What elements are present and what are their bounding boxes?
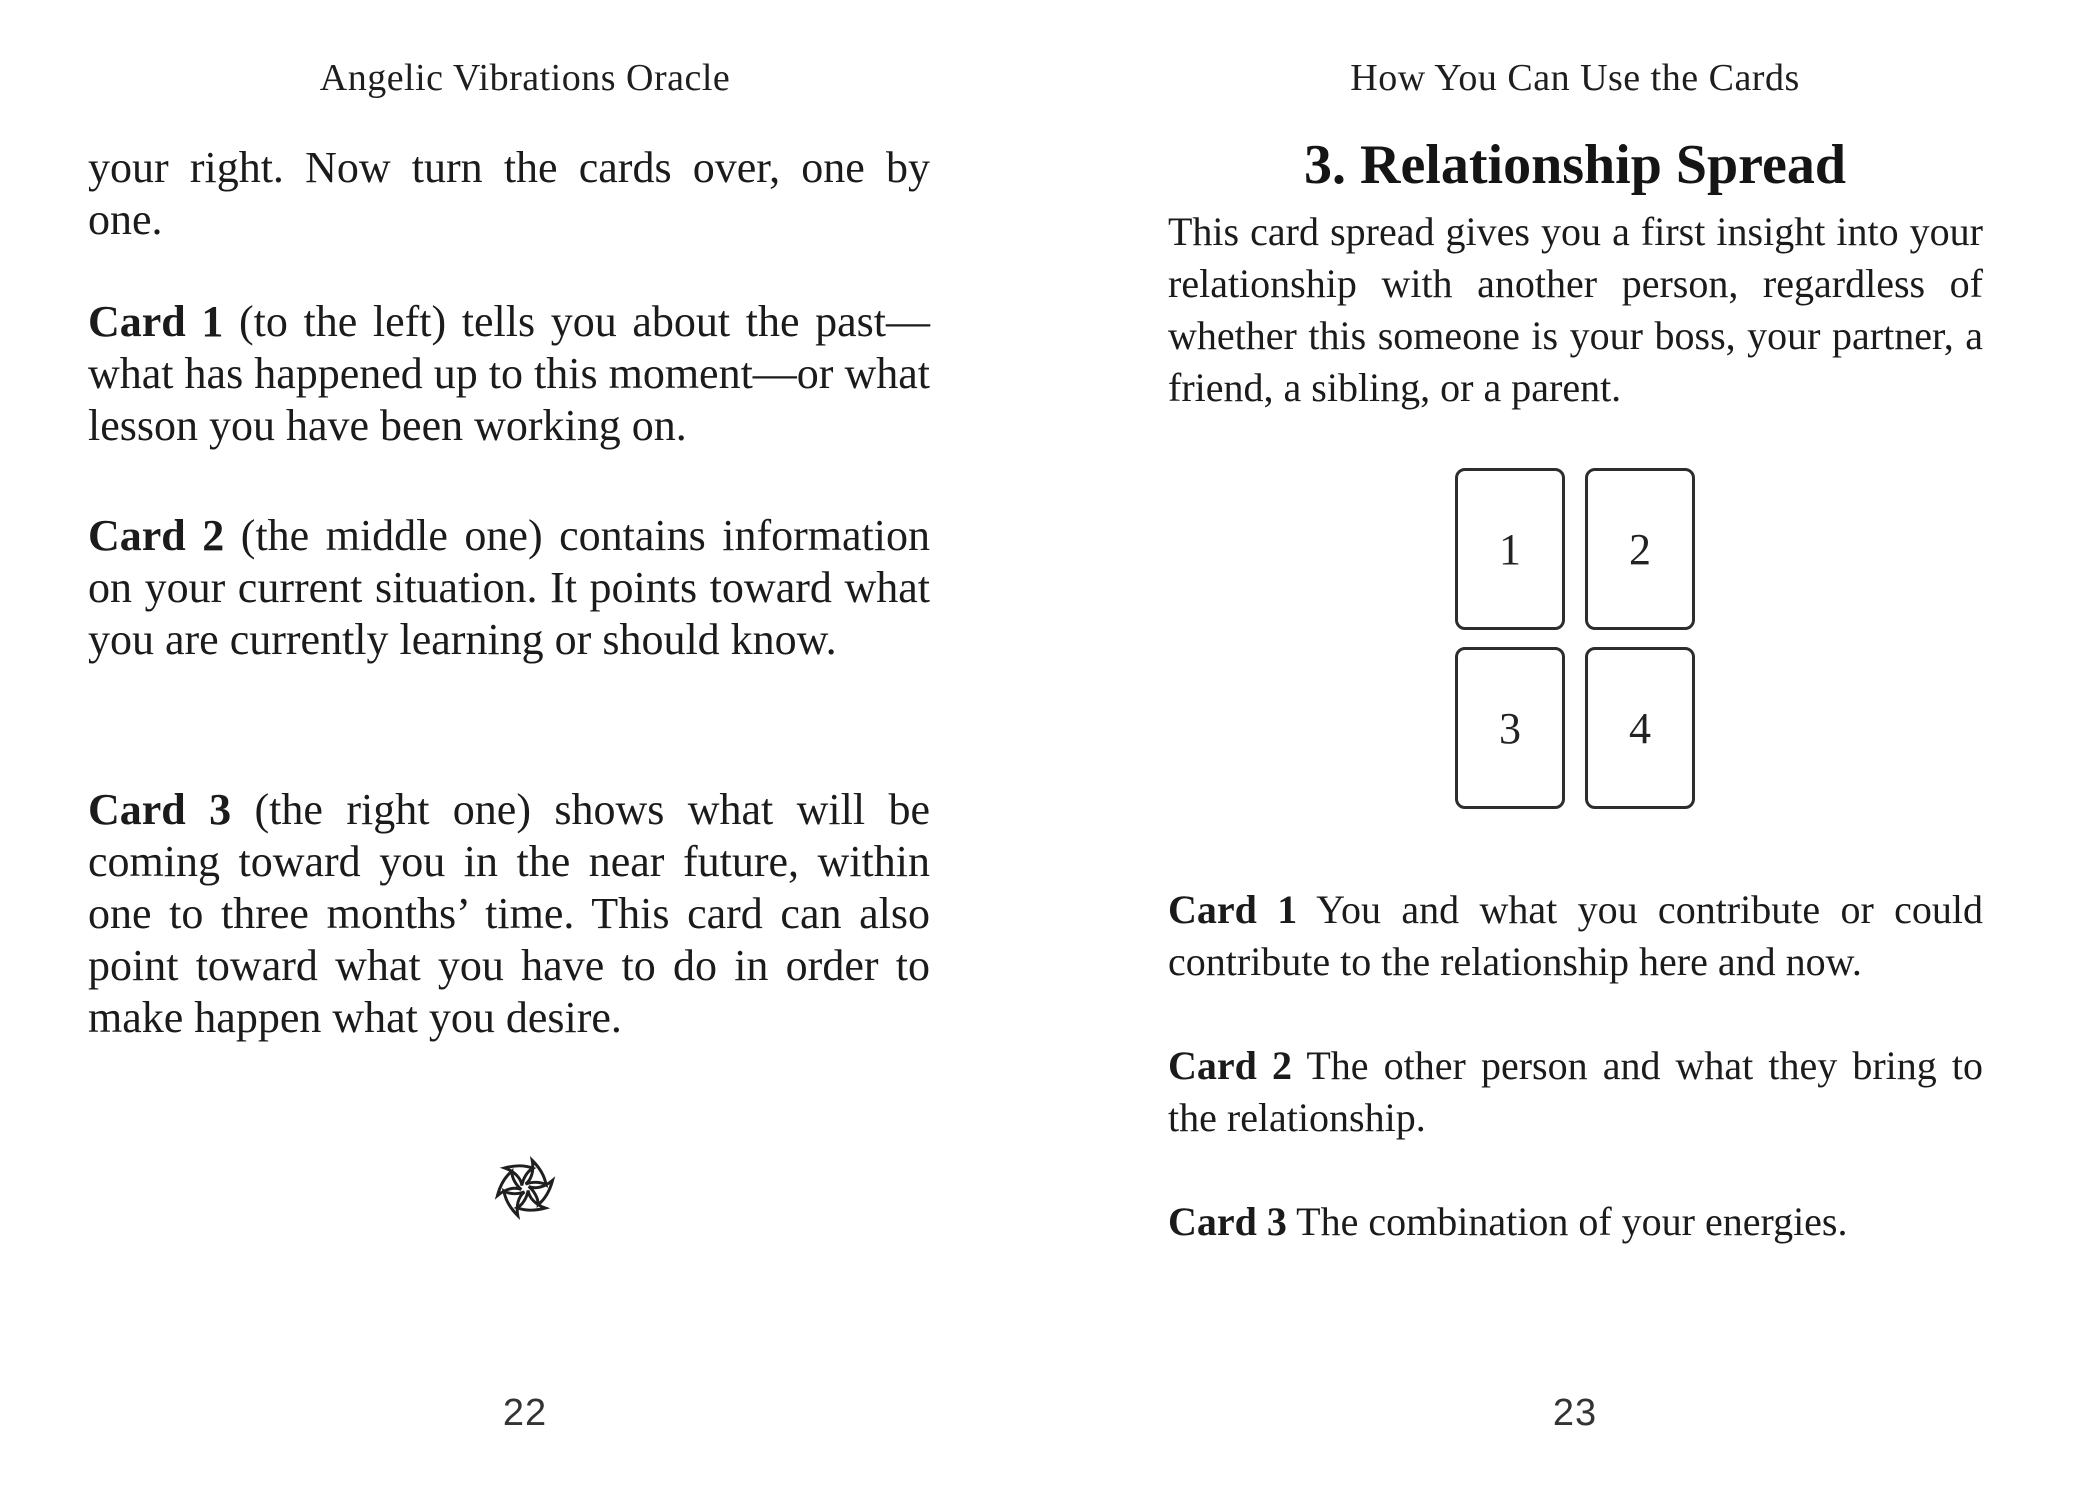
card-1-text: (to the left) tells you about the past—what has happened up to this moment—or what lesson you have been working on.	[88, 297, 931, 450]
paragraph-card-1-meaning	[88, 296, 930, 452]
meaning-card-3-text: The combination of your energies.	[1286, 1199, 1848, 1244]
meaning-card-3	[1168, 1196, 1983, 1248]
spread-card-1-number: 1	[1499, 524, 1521, 574]
meaning-card-1-text: You and what you contribute or could contribute to the relationship here and now.	[1168, 887, 1983, 984]
spread-card-1	[1455, 468, 1565, 630]
paragraph-card-3-meaning	[88, 784, 930, 1044]
spread-intro-paragraph	[1168, 206, 1983, 414]
spread-intro-text: This card spread gives you a first insight into your relationship with another person, regardless of whether this someone is your boss, your partner, a friend, a sibling, or a parent.	[1168, 209, 1983, 410]
meaning-card-2-text: The other person and what they bring to the relationship.	[1168, 1043, 1984, 1140]
pinwheel-flower-icon	[492, 1150, 558, 1231]
right-page	[1050, 0, 2100, 1500]
section-title: 3. Relationship Spread	[1304, 134, 1846, 196]
left-page-number: 22	[502, 1392, 548, 1434]
paragraph-continuation	[88, 142, 930, 246]
meaning-card-1-lead: Card 1	[1168, 887, 1298, 932]
spread-card-2-number: 2	[1629, 524, 1651, 574]
card-3-lead: Card 3	[88, 785, 232, 834]
card-2-text: (the middle one) contains information on your current situation. It points toward what you are currently learning or should know.	[88, 511, 931, 664]
meaning-card-3-lead: Card 3	[1168, 1199, 1287, 1244]
meaning-card-2-lead: Card 2	[1168, 1043, 1292, 1088]
meaning-card-1	[1168, 884, 1983, 988]
paragraph-continuation-text: your right. Now turn the cards over, one by one.	[88, 143, 930, 244]
card-2-lead: Card 2	[88, 511, 225, 560]
left-running-header: Angelic Vibrations Oracle	[319, 57, 731, 99]
right-page-number: 23	[1552, 1392, 1598, 1434]
spread-card-4-number: 4	[1629, 703, 1651, 753]
right-running-header: How You Can Use the Cards	[1350, 57, 1800, 99]
spread-card-3	[1455, 647, 1565, 809]
paragraph-card-2-meaning	[88, 510, 930, 666]
spread-card-2	[1585, 468, 1695, 630]
card-3-text: (the right one) shows what will be coming toward you in the near future, within one to three months’ time. This card can also point toward what you have to do in order to make happen what you desire.	[88, 785, 930, 1042]
meaning-card-2	[1168, 1040, 1983, 1144]
spread-card-4	[1585, 647, 1695, 809]
relationship-spread-diagram	[1455, 468, 1695, 809]
spread-card-3-number: 3	[1499, 703, 1521, 753]
card-1-lead: Card 1	[88, 297, 224, 346]
section-divider	[0, 1150, 1050, 1231]
